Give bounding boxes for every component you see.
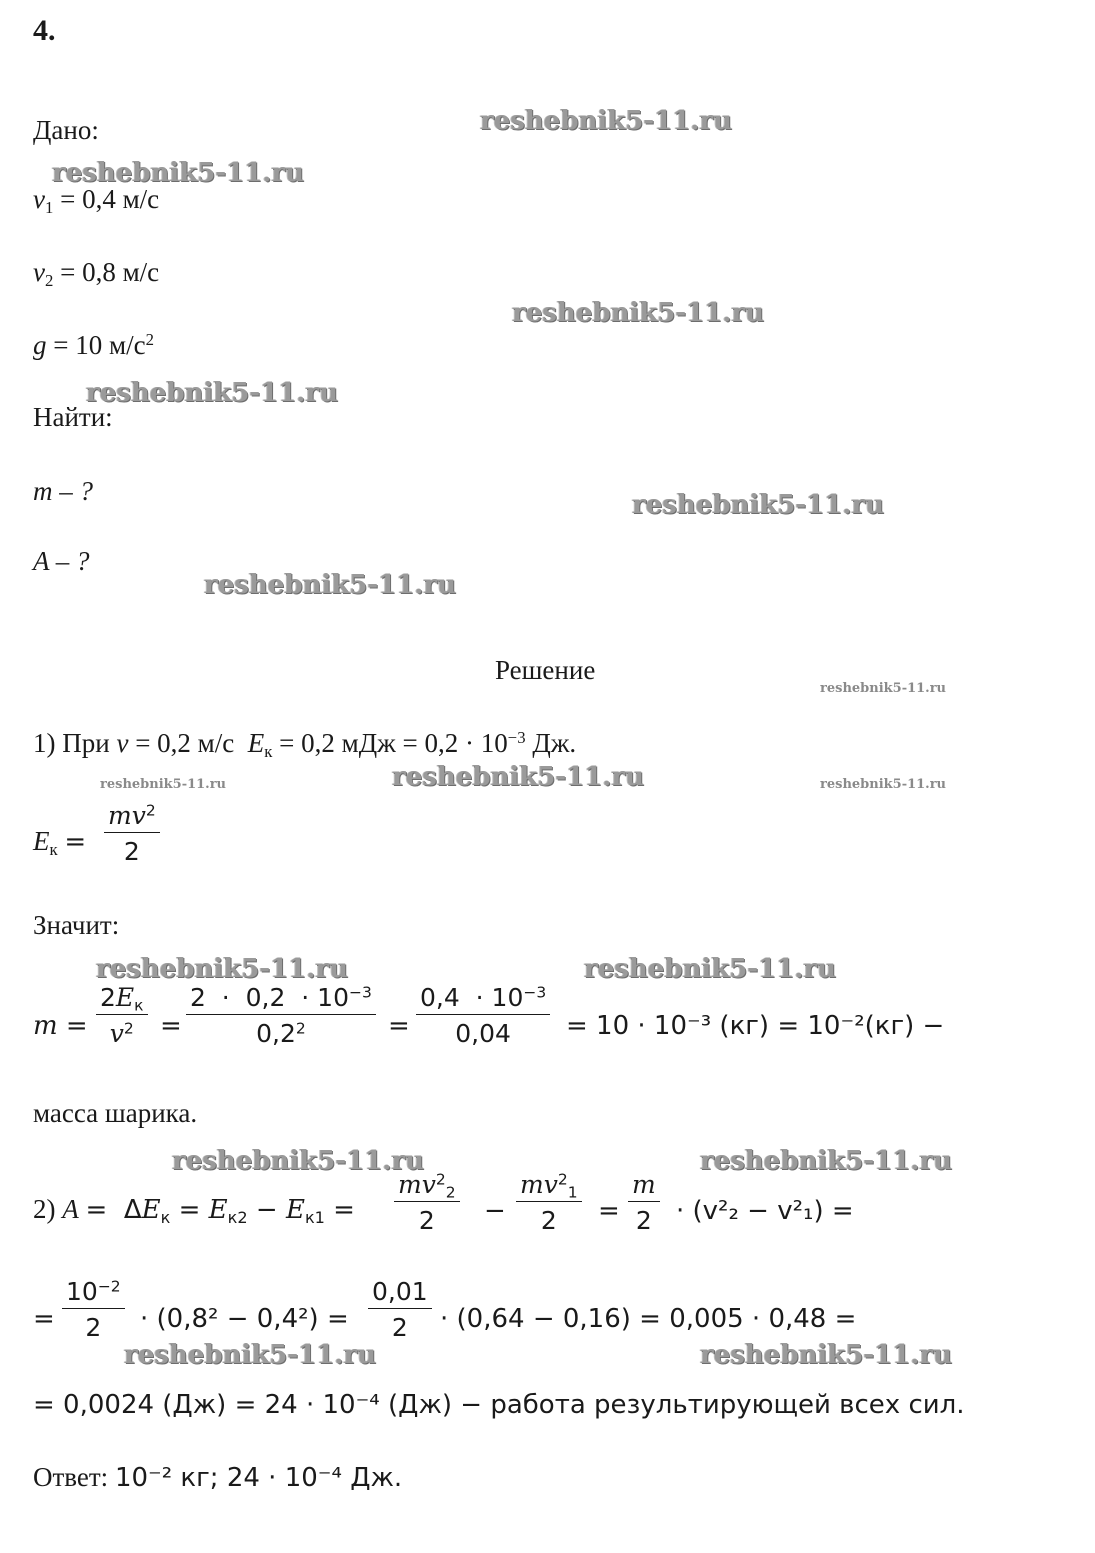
mass-frac-2: $2 \cdot 0,2 \cdot 10^{-3}$ $0,2^2$ bbox=[186, 985, 376, 1046]
step2-tail: · (v²₂ − v²₁) = bbox=[676, 1196, 854, 1226]
ek-fraction: $mv^2$ 2 bbox=[104, 803, 160, 864]
watermark: reshebnik5-11.ru bbox=[96, 954, 349, 984]
line3-end: · (0,64 − 0,16) = 0,005 · 0,48 = bbox=[440, 1304, 857, 1334]
given-v1-value: = 0,4 м/с bbox=[60, 184, 160, 214]
line3-mid: · (0,8² − 0,4²) = bbox=[140, 1304, 349, 1334]
answer-line bbox=[33, 1464, 402, 1491]
given-v2-value: = 0,8 м/с bbox=[60, 257, 160, 287]
watermark: reshebnik5-11.ru bbox=[512, 298, 765, 328]
mass-result: = 10 · 10⁻³ (кг) = 10⁻²(кг) − bbox=[566, 1011, 945, 1041]
step2-eq: = bbox=[598, 1196, 620, 1226]
line3-frac-1: $10^{-2}$ 2 bbox=[62, 1279, 125, 1340]
find-a: A – ? bbox=[33, 546, 90, 576]
watermark: reshebnik5-11.ru bbox=[52, 158, 305, 188]
given-v1: $v_1 = 0,4$ м/с bbox=[33, 184, 160, 218]
watermark: reshebnik5-11.ru bbox=[700, 1146, 953, 1176]
given-g-value: = 10 м/с bbox=[53, 330, 146, 360]
mass-eq-1: = bbox=[160, 1011, 182, 1041]
mass-caption: масса шарика. bbox=[33, 1098, 198, 1128]
znachit-label: Значит: bbox=[33, 910, 120, 940]
mass-frac-1: $2E_к$ $v^2$ bbox=[96, 985, 148, 1046]
mass-eq-2: = bbox=[388, 1011, 410, 1041]
problem-number: 4. bbox=[33, 14, 56, 47]
watermark: reshebnik5-11.ru bbox=[700, 1340, 953, 1370]
watermark-small: reshebnik5-11.ru bbox=[820, 681, 947, 696]
step1-line: 1) При v = 0,2 м/с $E_к = 0,2$ мДж = $0,2 \cdot 10^{-3}$ Дж. bbox=[33, 727, 577, 762]
step1-ek: = 0,2 мДж = 0,2 · 10 bbox=[279, 728, 508, 758]
watermark: reshebnik5-11.ru bbox=[172, 1146, 425, 1176]
step2-number: 2) bbox=[33, 1194, 56, 1224]
watermark: reshebnik5-11.ru bbox=[632, 490, 885, 520]
watermark-small: reshebnik5-11.ru bbox=[100, 777, 227, 792]
step1-exp: −3 bbox=[507, 727, 526, 747]
watermark-small: reshebnik5-11.ru bbox=[820, 777, 947, 792]
step2-frac-1: $mv^2_2$ 2 bbox=[394, 1172, 460, 1233]
step2-minus: − bbox=[484, 1196, 506, 1226]
step1-prefix: 1) При bbox=[33, 728, 110, 758]
watermark: reshebnik5-11.ru bbox=[480, 106, 733, 136]
mass-m: m = bbox=[33, 1011, 88, 1041]
solution-heading: Решение bbox=[495, 655, 596, 685]
mass-frac-3: $0,4 \cdot 10^{-3}$ 0,04 bbox=[416, 985, 550, 1046]
given-g: g = 10 $м/с^2$ bbox=[33, 329, 154, 360]
answer-prefix: Ответ: bbox=[33, 1462, 109, 1492]
step1-v: = 0,2 м/с bbox=[135, 728, 235, 758]
line3-eq: = bbox=[33, 1304, 55, 1334]
step2-prefix: 2) $A = \Delta E_к = E_{к2} - E_{к1}$ = bbox=[33, 1194, 355, 1227]
find-m: m – ? bbox=[33, 476, 93, 506]
step2-frac-2: $mv^2_1$ 2 bbox=[516, 1172, 582, 1233]
answer-value: 10⁻² кг; 24 · 10⁻⁴ Дж. bbox=[114, 1463, 403, 1493]
step1-unit: Дж. bbox=[532, 728, 577, 758]
given-v2: $v_2 = 0,8$ м/с bbox=[33, 257, 160, 291]
watermark: reshebnik5-11.ru bbox=[86, 378, 339, 408]
watermark: reshebnik5-11.ru bbox=[204, 570, 457, 600]
step2-frac-3: m 2 bbox=[628, 1172, 660, 1233]
ek-symbol: $E_к$ = bbox=[33, 826, 87, 860]
watermark: reshebnik5-11.ru bbox=[124, 1340, 377, 1370]
line4: = 0,0024 (Дж) = 24 · 10⁻⁴ (Дж) − работа результирующей всех сил. bbox=[33, 1390, 965, 1420]
watermark: reshebnik5-11.ru bbox=[392, 762, 645, 792]
find-heading: Найти: bbox=[33, 402, 113, 432]
watermark: reshebnik5-11.ru bbox=[584, 954, 837, 984]
line3-frac-2: 0,01 2 bbox=[368, 1279, 432, 1340]
given-heading: Дано: bbox=[33, 115, 99, 145]
